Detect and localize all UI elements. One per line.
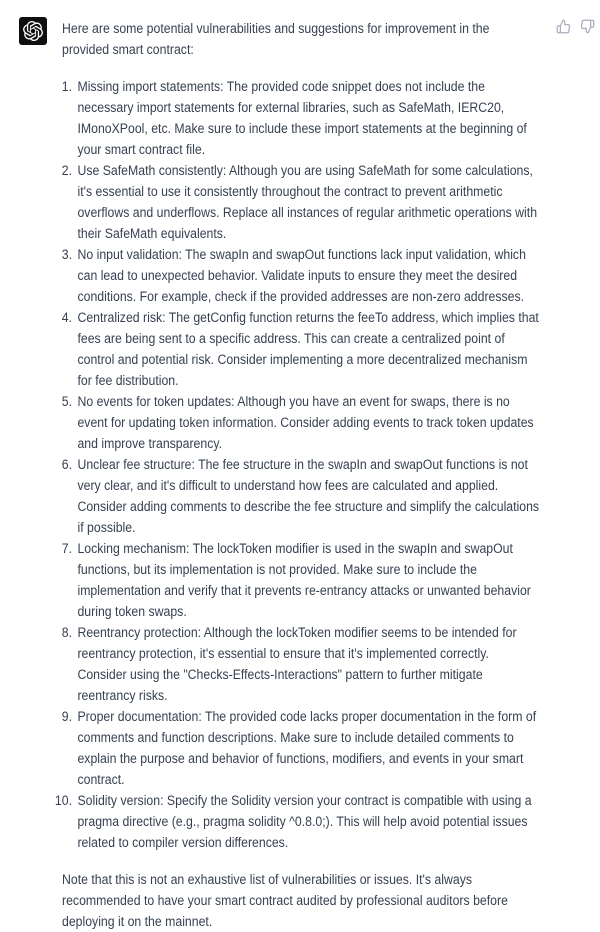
thumbs-up-icon xyxy=(556,19,571,34)
thumbs-down-button[interactable] xyxy=(580,19,595,34)
list-item xyxy=(61,244,539,307)
thumbs-up-button[interactable] xyxy=(556,19,571,34)
list-item xyxy=(61,538,539,622)
list-item-number: 3. xyxy=(61,247,73,262)
list-item-text: Locking mechanism: The lockToken modifier is used in the swapIn and swapOut functions, but its implementation is not provided. Make sure to include the implementation and verify that it prevents re-entrancy attacks or unwanted behavior during token swaps. xyxy=(77,541,531,619)
list-item-number: 10. xyxy=(54,793,73,808)
list-item-number: 5. xyxy=(61,394,73,409)
list-item xyxy=(61,622,539,706)
vulnerability-list xyxy=(54,76,540,853)
list-item-number: 4. xyxy=(61,310,73,325)
list-item-text: No events for token updates: Although you have an event for swaps, there is no event for updating token information. Consider adding events to track token updates and improve transparency. xyxy=(77,394,534,451)
list-item-number: 8. xyxy=(61,625,73,640)
list-item-text: Solidity version: Specify the Solidity version your contract is compatible with using a pragma directive (e.g., pragma solidity ^0.8.0;). This will help avoid potential issues related to compiler version differences. xyxy=(77,793,532,850)
list-item-number: 7. xyxy=(61,541,73,556)
list-item-text: Reentrancy protection: Although the lockToken modifier seems to be intended for reentrancy protection, it's essential to ensure that it's implemented correctly. Consider using the "Checks-Effects-Interactions" pattern to further mitigate reentrancy risks. xyxy=(77,625,517,703)
list-item-text: Proper documentation: The provided code lacks proper documentation in the form of comments and function descriptions. Make sure to include detailed comments to explain the purpose and behavior of functions, modifiers, and events in your smart contract. xyxy=(77,709,537,787)
outro-paragraph: Note that this is not an exhaustive list of vulnerabilities or issues. It's always recommended to have your smart contract audited by professional auditors before deploying it on the mainnet. xyxy=(62,872,508,929)
list-item-text: Use SafeMath consistently: Although you are using SafeMath for some calculations, it's essential to use it consistently throughout the contract to prevent arithmetic overflows and underflows. Replace all instances of regular arithmetic operations with their SafeMath equivalents. xyxy=(77,163,538,241)
list-item-text: Unclear fee structure: The fee structure in the swapIn and swapOut functions is not very clear, and it's difficult to understand how fees are calculated and applied. Consider adding comments to describe the fee structure and simplify the calculations if possible. xyxy=(77,457,540,535)
list-item-text: No input validation: The swapIn and swapOut functions lack input validation, which can lead to unexpected behavior. Validate inputs to ensure they meet the desired conditions. For example, check if the provided addresses are non-zero addresses. xyxy=(77,247,526,304)
list-item-number: 1. xyxy=(61,79,73,94)
list-item-text: Missing import statements: The provided code snippet does not include the necessary import statements for external libraries, such as SafeMath, IERC20, IMonoXPool, etc. Make sure to include these import statements at the beginning of your smart contract file. xyxy=(77,79,527,157)
list-item xyxy=(61,76,539,160)
assistant-avatar xyxy=(19,17,47,45)
list-item-text: Centralized risk: The getConfig function returns the feeTo address, which implies that fees are being sent to a specific address. This can create a centralized point of control and potential risk. Consider implementing a more decentralized mechanism for fee distribution. xyxy=(77,310,539,388)
message-actions xyxy=(556,19,595,34)
list-item xyxy=(61,391,539,454)
intro-paragraph: Here are some potential vulnerabilities and suggestions for improvement in the provided smart contract: xyxy=(62,21,490,57)
list-item xyxy=(61,160,539,244)
list-item-number: 9. xyxy=(61,709,73,724)
thumbs-down-icon xyxy=(580,19,595,34)
list-item-number: 2. xyxy=(61,163,73,178)
list-item xyxy=(54,790,539,853)
message-content xyxy=(54,18,540,932)
list-item xyxy=(61,307,539,391)
openai-logo-icon xyxy=(23,21,43,41)
list-item-number: 6. xyxy=(61,457,73,472)
list-item xyxy=(61,706,539,790)
list-item xyxy=(61,454,540,538)
